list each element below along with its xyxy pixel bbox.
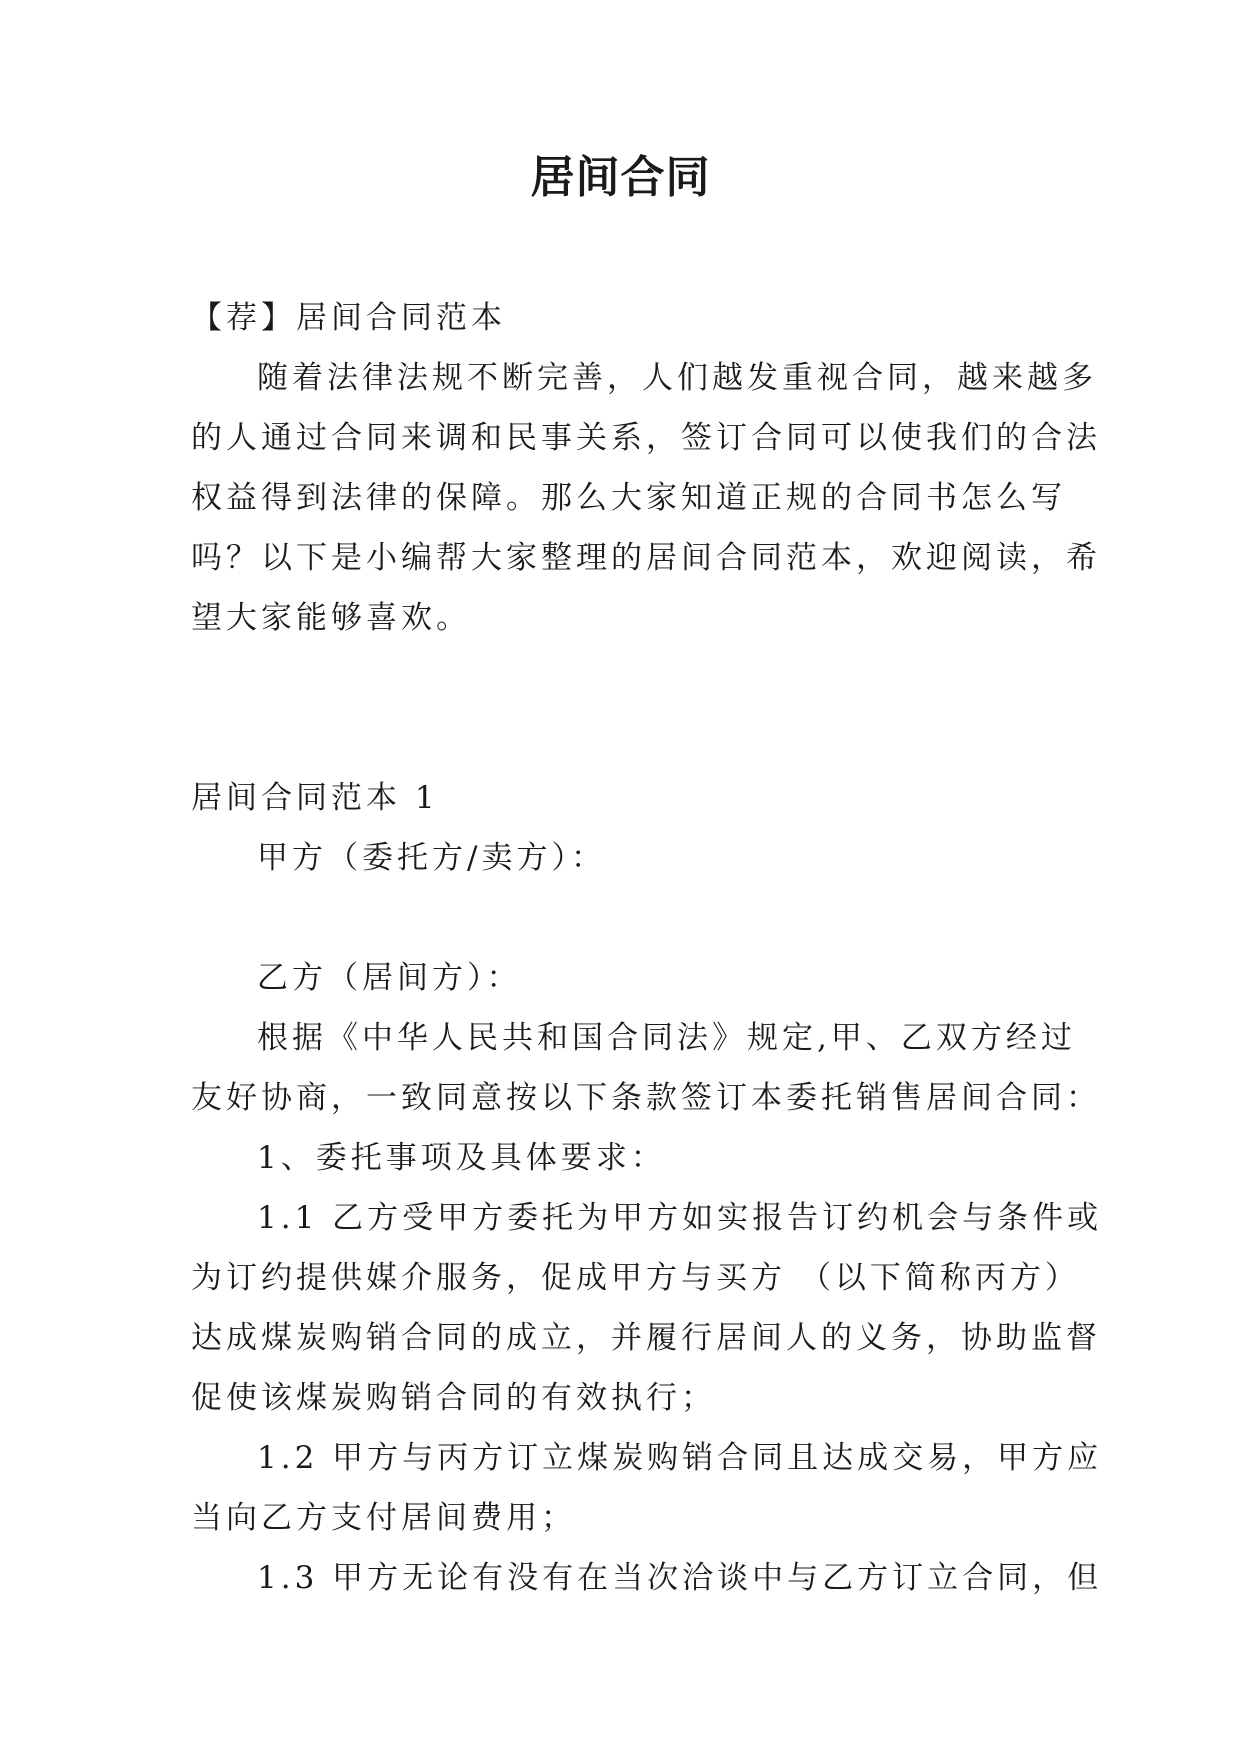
spacer (191, 888, 1061, 948)
intro-paragraph-line: 的人通过合同来调和民事关系，签订合同可以使我们的合法 (191, 420, 1101, 456)
intro-paragraph-line: 随着法律法规不断完善，人们越发重视合同，越来越多 (257, 360, 1097, 396)
section-heading: 居间合同范本 1 (191, 780, 439, 816)
clause-1-1-line: 促使该煤炭购销合同的有效执行； (191, 1380, 716, 1416)
intro-paragraph-line: 望大家能够喜欢。 (191, 600, 471, 636)
spacer (191, 648, 1061, 768)
party-a-line: 甲方（委托方/卖方）： (257, 840, 606, 876)
document-body (191, 288, 1103, 1608)
party-b-line: 乙方（居间方）： (257, 960, 522, 996)
recommend-heading: 【荐】居间合同范本 (191, 300, 506, 336)
document-title: 居间合同 (530, 152, 711, 203)
clause-1-3-line: 1.3 甲方无论有没有在当次洽谈中与乙方订立合同，但 (257, 1560, 1103, 1596)
clause-paragraph-line: 友好协商，一致同意按以下条款签订本委托销售居间合同： (191, 1080, 1101, 1116)
clause-1-1-line: 1.1 乙方受甲方委托为甲方如实报告订约机会与条件或 (257, 1200, 1103, 1236)
clause-1-2-line: 当向乙方支付居间费用； (191, 1500, 576, 1536)
clause-1-1-line: 为订约提供媒介服务，促成甲方与买方 （以下简称丙方） (191, 1260, 1080, 1296)
clause-heading: 1、委托事项及具体要求： (257, 1140, 666, 1176)
intro-paragraph-line: 权益得到法律的保障。那么大家知道正规的合同书怎么写 (191, 480, 1066, 516)
intro-paragraph-line: 吗？以下是小编帮大家整理的居间合同范本，欢迎阅读，希 (191, 540, 1101, 576)
clause-paragraph-line: 根据《中华人民共和国合同法》规定,甲、乙双方经过 (257, 1020, 1076, 1056)
clause-1-2-line: 1.2 甲方与丙方订立煤炭购销合同且达成交易，甲方应 (257, 1440, 1103, 1476)
clause-1-1-line: 达成煤炭购销合同的成立，并履行居间人的义务，协助监督 (191, 1320, 1101, 1356)
